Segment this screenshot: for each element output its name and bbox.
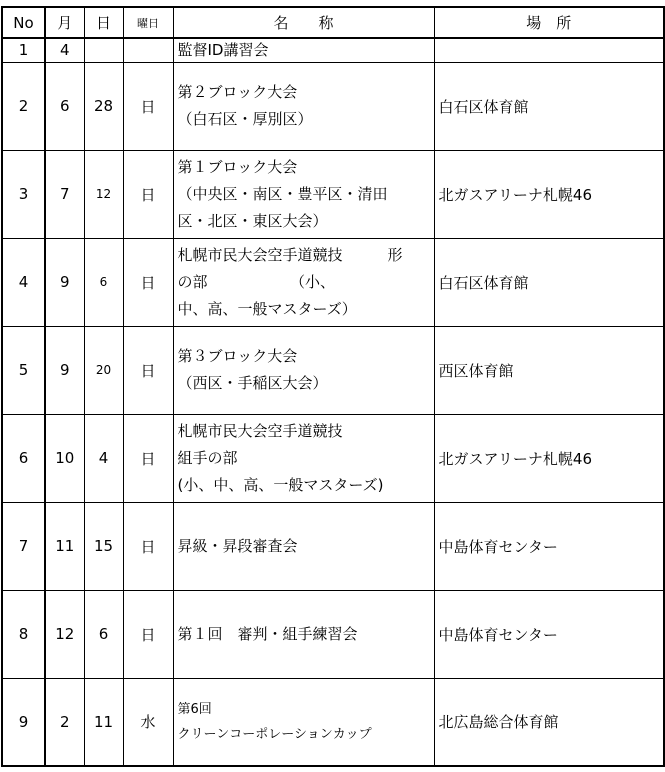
cell-day — [84, 38, 123, 62]
header-day: 日 — [84, 7, 123, 38]
cell-day: 11 — [84, 678, 123, 766]
name-line: 第１回 審判・組手練習会 — [177, 624, 358, 643]
cell-no: 1 — [2, 38, 45, 62]
name-line: 第３ブロック大会 — [177, 347, 298, 365]
name-line: の部 （小、 — [177, 272, 336, 291]
cell-weekday: 日 — [123, 502, 173, 590]
name-line: クリーンコーポレーションカップ — [177, 726, 372, 742]
cell-place: 西区体育館 — [434, 326, 664, 414]
table-row — [2, 502, 664, 590]
cell-day: 6 — [84, 590, 123, 678]
cell-no: 2 — [2, 62, 45, 150]
cell-month: 12 — [45, 590, 84, 678]
table-row — [2, 62, 664, 150]
cell-month: 9 — [45, 238, 84, 326]
header-no: No — [2, 7, 45, 38]
cell-place: 北広島総合体育館 — [434, 678, 664, 766]
name-line: （西区・手稲区大会） — [177, 374, 328, 392]
name-line: 第１ブロック大会 — [177, 157, 298, 176]
name-line: （白石区・厚別区） — [177, 110, 313, 128]
cell-place: 中島体育センター — [434, 502, 664, 590]
cell-month: 4 — [45, 38, 84, 62]
cell-name — [173, 38, 434, 62]
table-row — [2, 326, 664, 414]
cell-weekday: 日 — [123, 590, 173, 678]
cell-place: 北ガスアリーナ札幌46 — [434, 414, 664, 502]
cell-place: 白石区体育館 — [434, 238, 664, 326]
cell-day: 20 — [84, 326, 123, 414]
table-row — [2, 238, 664, 326]
cell-name — [173, 238, 434, 326]
cell-day: 28 — [84, 62, 123, 150]
cell-name — [173, 590, 434, 678]
name-line: 札幌市民大会空手道競技 — [177, 421, 343, 440]
name-line: 中、高、一般マスターズ） — [177, 299, 357, 318]
cell-place: 中島体育センター — [434, 590, 664, 678]
cell-no: 8 — [2, 590, 45, 678]
name-line: 札幌市民大会空手道競技 形 — [177, 245, 403, 264]
cell-weekday: 日 — [123, 326, 173, 414]
cell-month: 9 — [45, 326, 84, 414]
table-row — [2, 414, 664, 502]
cell-weekday — [123, 38, 173, 62]
cell-weekday: 日 — [123, 150, 173, 238]
name-line: （中央区・南区・豊平区・清田 — [177, 184, 388, 203]
cell-name — [173, 150, 434, 238]
cell-place: 北ガスアリーナ札幌46 — [434, 150, 664, 238]
cell-weekday: 日 — [123, 238, 173, 326]
name-line: 第6回 — [177, 701, 212, 717]
header-name: 名 称 — [173, 7, 434, 38]
cell-weekday: 日 — [123, 414, 173, 502]
cell-no: 3 — [2, 150, 45, 238]
cell-day: 6 — [84, 238, 123, 326]
table-row — [2, 150, 664, 238]
cell-no: 9 — [2, 678, 45, 766]
cell-day: 12 — [84, 150, 123, 238]
cell-month: 11 — [45, 502, 84, 590]
name-line: 組手の部 — [177, 448, 238, 467]
cell-no: 6 — [2, 414, 45, 502]
table-row — [2, 678, 664, 766]
cell-no: 4 — [2, 238, 45, 326]
name-line: (小、中、高、一般マスターズ) — [177, 475, 384, 494]
cell-weekday: 日 — [123, 62, 173, 150]
cell-no: 5 — [2, 326, 45, 414]
cell-weekday: 水 — [123, 678, 173, 766]
cell-month: 10 — [45, 414, 84, 502]
cell-month: 7 — [45, 150, 84, 238]
header-weekday: 曜日 — [123, 7, 173, 38]
name-line: 監督ID講習会 — [177, 41, 269, 60]
cell-month: 2 — [45, 678, 84, 766]
cell-no: 7 — [2, 502, 45, 590]
cell-name — [173, 502, 434, 590]
cell-name — [173, 678, 434, 766]
cell-month: 6 — [45, 62, 84, 150]
cell-day: 15 — [84, 502, 123, 590]
cell-name — [173, 326, 434, 414]
table-row — [2, 590, 664, 678]
header-place: 場 所 — [434, 7, 664, 38]
cell-day: 4 — [84, 414, 123, 502]
table-row — [2, 38, 664, 62]
header-row — [2, 7, 664, 38]
cell-place — [434, 38, 664, 62]
cell-name — [173, 414, 434, 502]
name-line: 第２ブロック大会 — [177, 83, 298, 101]
name-line: 区・北区・東区大会） — [177, 211, 328, 230]
header-month: 月 — [45, 7, 84, 38]
name-line: 昇級・昇段審査会 — [177, 536, 298, 555]
cell-name — [173, 62, 434, 150]
schedule-table — [1, 6, 665, 767]
cell-place: 白石区体育館 — [434, 62, 664, 150]
